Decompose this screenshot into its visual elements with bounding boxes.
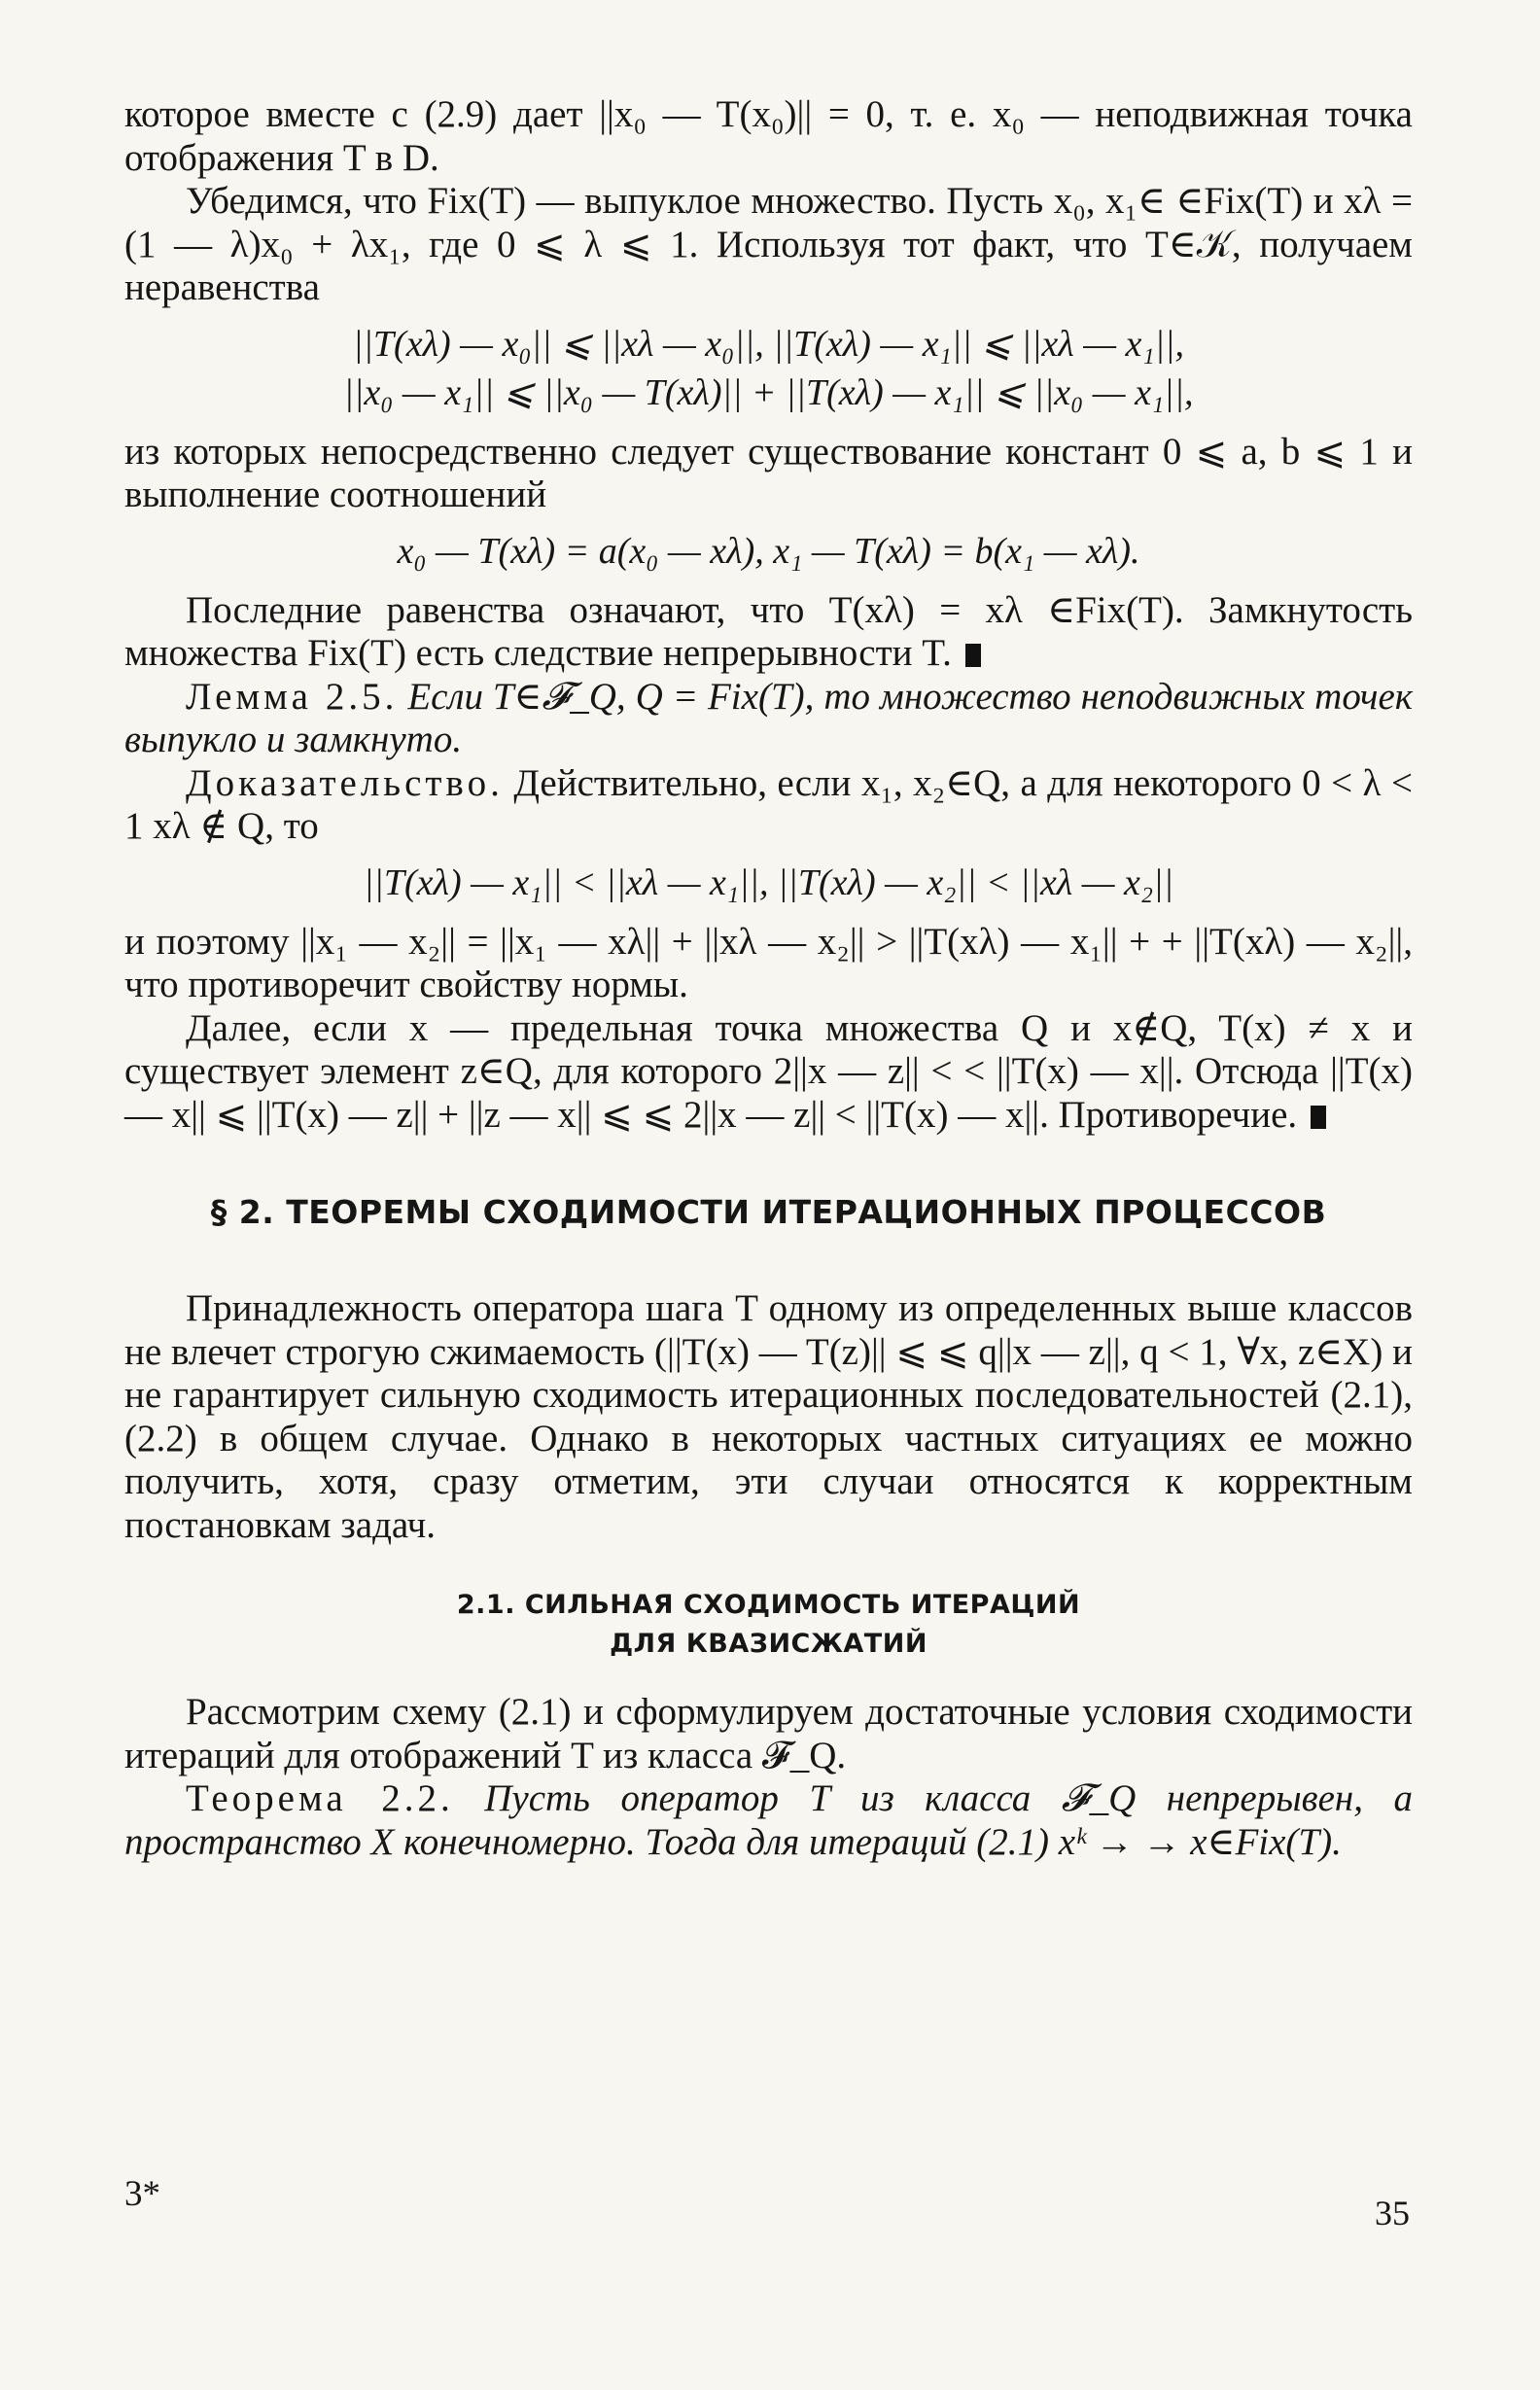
- proof-text: Действительно, если x₁, x₂∈Q, а для некоторого 0 < λ < 1 xλ ∉ Q, то: [124, 761, 1414, 847]
- subsection-title: [124, 1586, 1413, 1664]
- section-title: § 2. ТЕОРЕМЫ СХОДИМОСТИ ИТЕРАЦИОННЫХ ПРОЦЕССОВ: [210, 1193, 1327, 1231]
- page-number: 35: [1375, 2194, 1410, 2232]
- inequality-line-2: ||x₀ — x₁|| ⩽ ||x₀ — T(xλ)|| + ||T(xλ) — x₁|| ⩽ ||x₀ — x₁||,: [343, 371, 1194, 413]
- proof-label: Доказательство.: [186, 761, 504, 804]
- paragraph-4-text: Последние равенства означают, что T(xλ) = xλ ∈Fix(T). Замкнутость множества Fix(T) есть следствие непрерывности T.: [124, 588, 1413, 674]
- theorem-label: Теорема 2.2.: [186, 1777, 454, 1819]
- paragraph-5: и поэтому ||x₁ — x₂|| = ||x₁ — xλ|| + ||xλ — x₂|| > ||T(xλ) — x₁|| + + ||T(xλ) — x₂||, что противоречит свойству нормы.: [124, 920, 1413, 1005]
- lemma-2-5: [124, 676, 1413, 762]
- paragraph-6: [124, 1007, 1413, 1138]
- paragraph-3: из которых непосредственно следует существование констант 0 ⩽ a, b ⩽ 1 и выполнение соотношений: [124, 430, 1413, 515]
- paragraph-8: Рассмотрим схему (2.1) и сформулируем достаточные условия сходимости итераций для отображений T из класса 𝓕_Q.: [124, 1691, 1413, 1776]
- lemma-label: Лемма 2.5.: [186, 675, 399, 718]
- qed-square-icon: [1311, 1106, 1326, 1129]
- paragraph-1: которое вместе с (2.9) дает ||x₀ — T(x₀)|| = 0, т. е. x₀ — неподвижная точка отображения T в D.: [124, 93, 1413, 179]
- paragraph-6-text: Далее, если x — предельная точка множества Q и x∉Q, T(x) ≠ x и существует элемент z∈Q, для которого 2||x — z|| < < ||T(x) — x||. Отсюда ||T(x) — x|| ⩽ ||T(x) — z|| + ||z — x|| ⩽ ⩽ 2||x — z|| < ||T(x) — x||. Противоречие.: [124, 1006, 1413, 1136]
- paragraph-2: Убедимся, что Fix(T) — выпуклое множество. Пусть x₀, x₁∈ ∈Fix(T) и xλ = (1 — λ)x₀ + λx₁, где 0 ⩽ λ ⩽ 1. Используя тот факт, что T∈𝒦, получаем неравенства: [124, 180, 1413, 308]
- qed-square-icon: [965, 644, 981, 667]
- theorem-text: Пусть оператор T из класса 𝓕_Q непрерывен, а пространство X конечномерно. Тогда для итераций (2.1) xᵏ → → x∈Fix(T).: [124, 1777, 1414, 1863]
- paragraph-4: [124, 589, 1413, 676]
- lemma-text: Если T∈𝓕_Q, Q = Fix(T), то множество неподвижных точек выпукло и замкнуто.: [124, 675, 1413, 760]
- inequalities-block: [124, 320, 1413, 417]
- page-body: [124, 93, 1413, 1864]
- proof-inequalities: ||T(xλ) — x₁|| < ||xλ — x₁||, ||T(xλ) — x₂|| < ||xλ — x₂||: [363, 861, 1174, 903]
- theorem-2-2: [124, 1777, 1413, 1864]
- subsection-title-line-2: ДЛЯ КВАЗИСЖАТИЙ: [610, 1629, 928, 1659]
- paragraph-7: Принадлежность оператора шага T одному из определенных выше классов не влечет строгую сжимаемость (||T(x) — T(z)|| ⩽ ⩽ q||x — z||, q < 1, ∀x, z∈X) и не гарантирует сильную сходимость итерационных последовательностей (2.1), (2.2) в общем случае. Однако в некоторых частных ситуациях ее можно получить, хотя, сразу отметим, эти случаи относятся к корректным постановкам задач.: [124, 1287, 1413, 1546]
- inequality-line-1: ||T(xλ) — x₀|| ⩽ ||xλ — x₀||, ||T(xλ) — x₁|| ⩽ ||xλ — x₁||,: [353, 323, 1184, 365]
- relations-formula: x₀ — T(xλ) = a(x₀ — xλ), x₁ — T(xλ) = b(x₁ — xλ).: [397, 530, 1140, 572]
- subsection-title-line-1: 2.1. СИЛЬНАЯ СХОДИМОСТЬ ИТЕРАЦИЙ: [456, 1590, 1081, 1620]
- proof-paragraph: [124, 762, 1413, 849]
- signature-mark: 3*: [124, 2174, 160, 2214]
- page-footer: [124, 2173, 1416, 2232]
